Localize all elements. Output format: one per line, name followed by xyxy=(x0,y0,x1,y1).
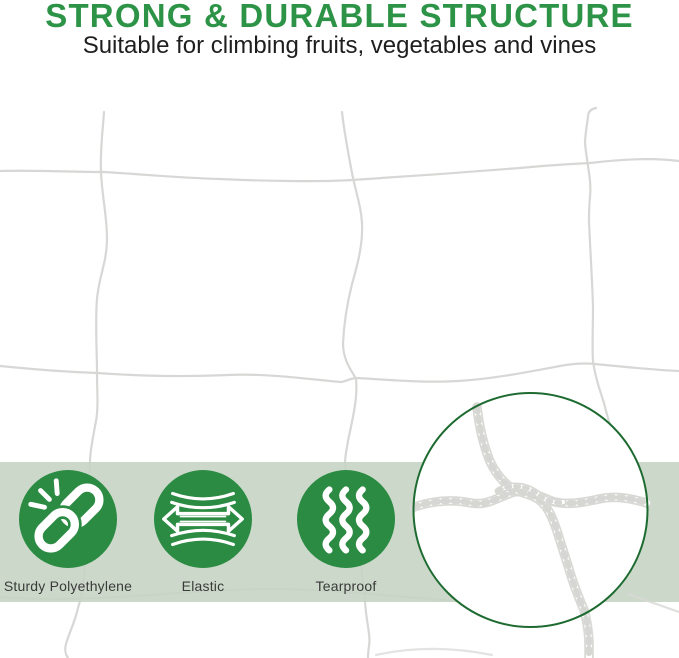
page-title: STRONG & DURABLE STRUCTURE xyxy=(45,0,634,34)
net-line-tail xyxy=(628,594,679,612)
magnifier-circle xyxy=(414,393,648,627)
page-subtitle: Suitable for climbing fruits, vegetables and vines xyxy=(82,32,597,59)
feature-label: Sturdy Polyethylene xyxy=(3,578,133,594)
feature-label: Tearproof xyxy=(315,578,377,594)
feature-label: Elastic xyxy=(181,578,225,594)
